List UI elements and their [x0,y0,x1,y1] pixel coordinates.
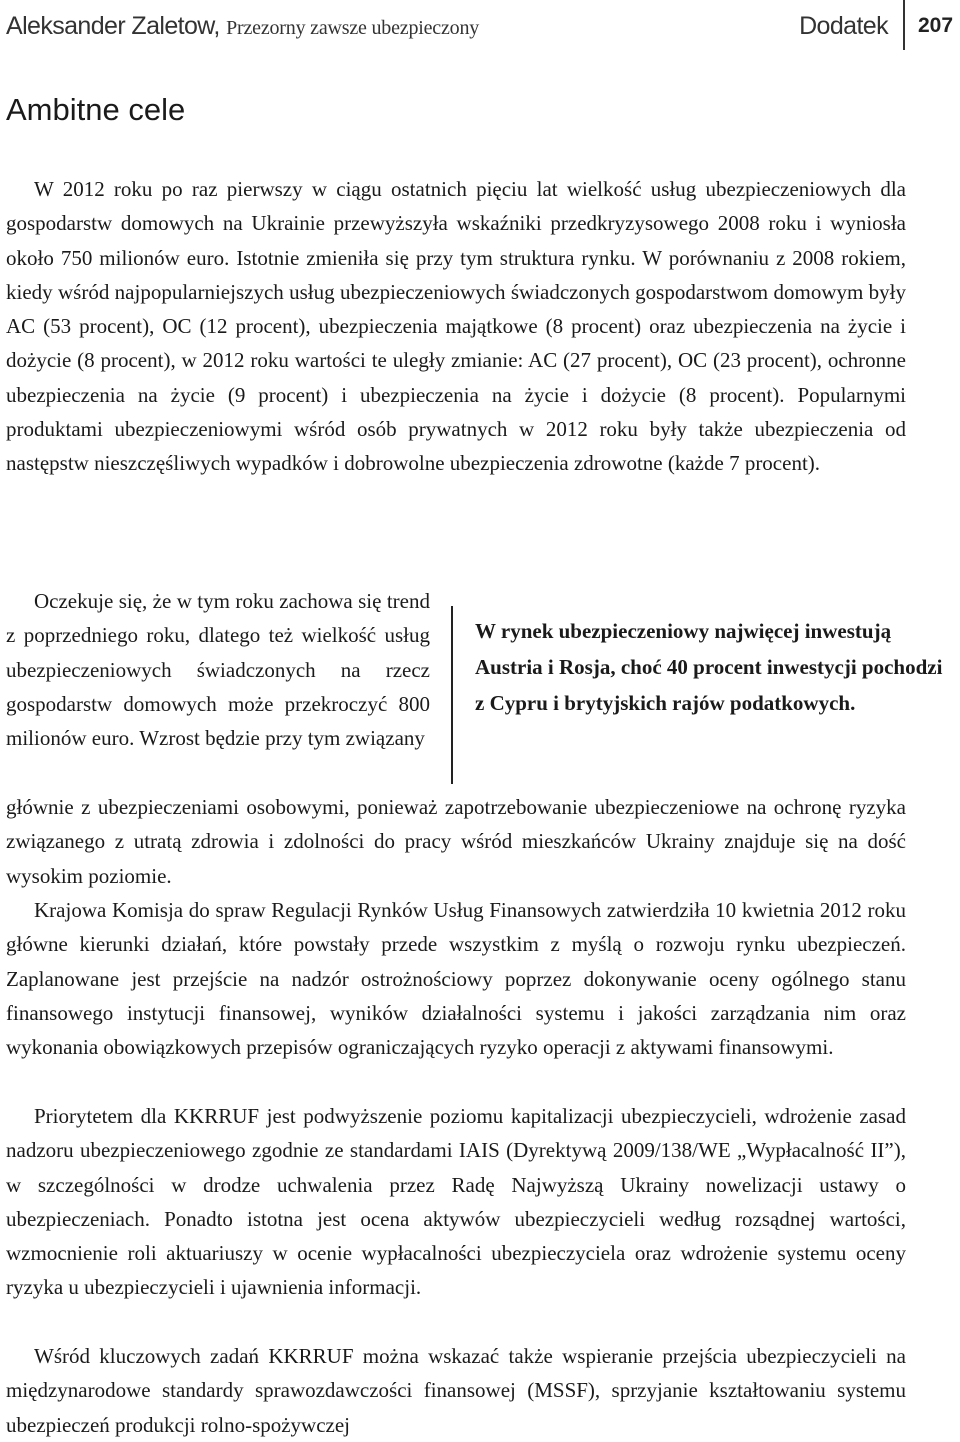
pull-quote-rule [451,606,453,784]
running-header [0,0,960,56]
paragraph-4: Priorytetem dla KKRRUF jest podwyższenie poziomu kapitalizacji ubezpieczycieli, wdrożenie zasad nadzoru ubezpieczeniowego zgodnie ze standardami IAIS (Dyrektywą 2009/138/WE „Wypłacalność II”), w szczególności w drodze uchwalenia przez Radę Najwyższą Ukrainy nowelizacji ustawy o ubezpieczeniach. Ponadto istotna jest ocena aktywów ubezpieczycieli według rozsądnej wartości, wzmocnienie roli aktuariuszy w ocenie wypłacalności ubezpieczyciela oraz wdrożenie systemu oceny ryzyka u ubezpieczycieli i ujawnienia informacji. [6,1104,906,1300]
section-name: Dodatek [799,12,888,40]
section-title: Ambitne cele [6,92,186,127]
pull-quote: W rynek ubezpieczeniowy najwięcej inwestują Austria i Rosja, choć 40 procent inwestycji pochodzi z Cypru i brytyjskich rajów podatkowych. [475,619,943,715]
header-divider [903,0,905,50]
paragraph-5: Wśród kluczowych zadań KKRRUF można wskazać także wspieranie przejścia ubezpieczycieli na międzynarodowe standardy sprawozdawczości finansowej (MSSF), sprzyjanie kształtowaniu systemu ubezpieczeń produkcji rolno-spożywczej [6,1344,906,1437]
paragraph-2-float: Oczekuje się, że w tym roku zachowa się trend z poprzedniego roku, dlatego też wielkość usług ubezpieczeniowych świadczonych na rzecz gospodarstw domowych może przekroczyć 800 milionów euro. Wzrost będzie przy tym związany [6,589,430,751]
author-name: Aleksander Zaletow, [6,12,220,40]
paragraph-1: W 2012 roku po raz pierwszy w ciągu ostatnich pięciu lat wielkość usług ubezpieczeniowych dla gospodarstw domowych na Ukrainie przewyższyła wskaźniki przedkryzysowego 2008 roku i wyniosła około 750 milionów euro. Istotnie zmieniła się przy tym struktura rynku. W porównaniu z 2008 rokiem, kiedy wśród najpopularniejszych usług ubezpieczeniowych świadczonych gospodarstwom domowym były AC (53 procent), OC (12 procent), ubezpieczenia majątkowe (8 procent) oraz ubezpieczenia na życie i dożycie (8 procent), w 2012 roku wartości te uległy zmianie: AC (27 procent), OC (23 procent), ochronne ubezpieczenia na życie (9 procent) i ubezpieczenia na życie i dożycie (8 procent). Popularnymi produktami ubezpieczeniowymi wśród osób prywatnych w 2012 roku były także ubezpieczenia od następstw nieszczęśliwych wypadków i dobrowolne ubezpieczenia zdrowotne (każde 7 procent). [6,177,906,476]
running-header-left [6,12,479,41]
page-number: 207 [918,14,954,37]
paragraph-2-continuation: głównie z ubezpieczeniami osobowymi, ponieważ zapotrzebowanie ubezpieczeniowe na ochronę ryzyka związanego z utratą zdrowia i zdolności do pracy wśród mieszkańców Ukrainy znajduje się na dość wysokim poziomie. [6,795,906,888]
paragraph-3: Krajowa Komisja do spraw Regulacji Rynków Usług Finansowych zatwierdziła 10 kwietnia 2012 roku główne kierunki działań, które powstały przede wszystkim z myślą o rozwoju rynku ubezpieczeń. Zaplanowane jest przejście na nadzór ostrożnościowy poprzez dokonywanie oceny ogólnego stanu finansowego instytucji finansowej, wyników działalności systemu i jakości zarządzania nim oraz wykonania obowiązkowych przepisów ograniczających ryzyko operacji z aktywami finansowymi. [6,898,906,1060]
book-title: Przezorny zawsze ubezpieczony [226,17,480,39]
